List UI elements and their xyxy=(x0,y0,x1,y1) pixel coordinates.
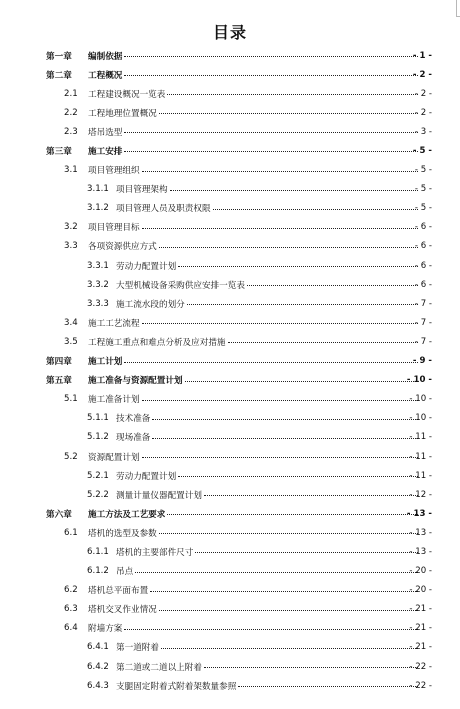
toc-entry-number: 3.3.1 xyxy=(87,260,109,271)
toc-entry-number: 第四章 xyxy=(46,357,72,368)
toc-entry-number: 2.2 xyxy=(64,107,78,118)
toc-entry-number: 3.1 xyxy=(64,165,78,176)
toc-entry-page: - 11 - xyxy=(409,451,432,462)
toc-entry[interactable] xyxy=(0,256,460,275)
toc-entry-text: 现场准备 xyxy=(116,433,151,444)
toc-entry-page: - 22 - xyxy=(409,661,432,672)
toc-leader-dots xyxy=(150,591,418,592)
toc-entry-text: 第一道附着 xyxy=(116,643,159,654)
toc-entry-number: 6.2 xyxy=(64,585,78,596)
toc-entry[interactable] xyxy=(0,409,460,428)
toc-entry-text: 各项资源供应方式 xyxy=(88,242,157,253)
toc-leader-dots xyxy=(238,686,418,687)
toc-entry[interactable] xyxy=(0,313,460,332)
toc-entry-page: - 10 - xyxy=(409,394,432,405)
toc-entry-number: 第五章 xyxy=(46,376,72,387)
toc-entry-text: 测量计量仪器配置计划 xyxy=(116,490,202,501)
toc-entry-page: - 10 - xyxy=(409,413,432,424)
toc-entry-number: 3.1.1 xyxy=(87,184,109,195)
toc-entry-number: 第一章 xyxy=(46,51,72,62)
toc-entry-number: 3.3 xyxy=(64,241,78,252)
toc-leader-dots xyxy=(142,323,418,324)
toc-entry-page: - 5 - xyxy=(412,146,432,157)
toc-entry[interactable] xyxy=(0,638,460,657)
toc-leader-dots xyxy=(124,629,418,630)
toc-entry-number: 5.2.1 xyxy=(87,470,109,481)
toc-entry-text: 项目管理目标 xyxy=(88,223,140,234)
toc-entry[interactable] xyxy=(0,141,460,160)
toc-entry-number: 3.5 xyxy=(64,336,78,347)
toc-entry-text: 附墙方案 xyxy=(88,624,123,635)
toc-leader-dots xyxy=(167,514,418,515)
toc-entry-text: 编制依据 xyxy=(88,51,123,62)
toc-entry-page: - 7 - xyxy=(414,336,432,347)
toc-entry[interactable] xyxy=(0,122,460,141)
toc-entry-page: - 5 - xyxy=(414,165,432,176)
toc-entry-page: - 3 - xyxy=(414,126,432,137)
toc-entry[interactable] xyxy=(0,562,460,581)
toc-entry-number: 5.1 xyxy=(64,394,78,405)
toc-entry-number: 2.3 xyxy=(64,126,78,137)
toc-leader-dots xyxy=(159,610,418,611)
toc-entry-page: - 10 - xyxy=(406,375,432,386)
toc-entry-number: 5.2 xyxy=(64,451,78,462)
toc-leader-dots xyxy=(159,247,418,248)
toc-leader-dots xyxy=(178,266,418,267)
toc-entry-text: 第二道或二道以上附着 xyxy=(116,662,202,673)
toc-entry-page: - 21 - xyxy=(409,623,432,634)
toc-entry-page: - 11 - xyxy=(409,432,432,443)
toc-entry-text: 劳动力配置计划 xyxy=(116,471,177,482)
toc-entry[interactable] xyxy=(0,371,460,390)
toc-entry-number: 6.1.1 xyxy=(87,546,109,557)
toc-entry[interactable] xyxy=(0,103,460,122)
toc-entry-text: 塔吊选型 xyxy=(88,127,123,138)
toc-entry-text: 项目管理人员及职责权限 xyxy=(116,204,211,215)
toc-entry-number: 第六章 xyxy=(46,509,72,520)
toc-entry-page: - 13 - xyxy=(406,508,432,519)
toc-entry-text: 工程地理位置概况 xyxy=(88,108,157,119)
toc-entry-number: 3.2 xyxy=(64,222,78,233)
toc-entry-number: 6.1.2 xyxy=(87,566,109,577)
toc-entry[interactable] xyxy=(0,180,460,199)
toc-entry[interactable] xyxy=(0,332,460,351)
toc-entry-number: 3.3.2 xyxy=(87,279,109,290)
toc-entry-page: - 9 - xyxy=(412,356,432,367)
toc-entry-page: - 13 - xyxy=(409,527,432,538)
toc-entry-page: - 21 - xyxy=(409,604,432,615)
toc-leader-dots xyxy=(204,495,418,496)
toc-entry-page: - 6 - xyxy=(414,260,432,271)
toc-entry-page: - 5 - xyxy=(414,184,432,195)
toc-entry-number: 5.2.2 xyxy=(87,489,109,500)
toc-leader-dots xyxy=(142,457,418,458)
toc-entry[interactable] xyxy=(0,275,460,294)
toc-leader-dots xyxy=(152,438,418,439)
toc-entry[interactable] xyxy=(0,600,460,619)
toc-entry[interactable] xyxy=(0,46,460,65)
toc-entry-text: 塔机交叉作业情况 xyxy=(88,605,157,616)
toc-entry-page: - 20 - xyxy=(409,566,432,577)
toc-entry-text: 劳动力配置计划 xyxy=(116,261,177,272)
toc-entry[interactable] xyxy=(0,352,460,371)
toc-entry-number: 5.1.2 xyxy=(87,432,109,443)
toc-leader-dots xyxy=(124,151,418,152)
toc-leader-dots xyxy=(159,533,418,534)
toc-entry-page: - 1 - xyxy=(412,50,432,61)
toc-entry-number: 第三章 xyxy=(46,147,72,158)
toc-entry[interactable] xyxy=(0,65,460,84)
toc-entry-page: - 12 - xyxy=(409,489,432,500)
toc-entry-page: - 7 - xyxy=(414,317,432,328)
toc-entry[interactable] xyxy=(0,504,460,523)
toc-entry-text: 施工准备与资源配置计划 xyxy=(88,376,183,387)
toc-entry[interactable] xyxy=(0,466,460,485)
toc-entry-number: 6.4 xyxy=(64,623,78,634)
toc-leader-dots xyxy=(195,552,418,553)
toc-entry-number: 6.4.1 xyxy=(87,642,109,653)
toc-entry-page: - 2 - xyxy=(412,69,432,80)
toc-entry-page: - 2 - xyxy=(414,88,432,99)
toc-entry-page: - 6 - xyxy=(414,222,432,233)
toc-entry-number: 2.1 xyxy=(64,88,78,99)
toc-entry[interactable] xyxy=(0,523,460,542)
toc-leader-dots xyxy=(159,113,418,114)
toc-entry-page: - 11 - xyxy=(409,470,432,481)
toc-entry[interactable] xyxy=(0,390,460,409)
toc-leader-dots xyxy=(135,572,418,573)
toc-entry-page: - 22 - xyxy=(409,680,432,691)
toc-entry-text: 施工方法及工艺要求 xyxy=(88,509,166,520)
toc-leader-dots xyxy=(167,94,418,95)
toc-entry-page: - 21 - xyxy=(409,642,432,653)
toc-entry[interactable] xyxy=(0,428,460,447)
toc-leader-dots xyxy=(161,648,418,649)
toc-entry-number: 3.3.3 xyxy=(87,298,109,309)
toc-entry[interactable] xyxy=(0,542,460,561)
toc-title: 目录 xyxy=(212,23,247,42)
toc-entry-number: 6.3 xyxy=(64,604,78,615)
toc-leader-dots xyxy=(142,400,418,401)
toc-entry-page: - 2 - xyxy=(414,107,432,118)
toc-entry-number: 6.1 xyxy=(64,527,78,538)
toc-entry[interactable] xyxy=(0,485,460,504)
toc-entry-number: 6.4.3 xyxy=(87,680,109,691)
toc-leader-dots xyxy=(247,285,418,286)
toc-leader-dots xyxy=(124,75,418,76)
toc-leader-dots xyxy=(213,209,418,210)
toc-entry-number: 第二章 xyxy=(46,70,72,81)
toc-leader-dots xyxy=(124,132,418,133)
toc-entry-page: - 5 - xyxy=(414,203,432,214)
toc-entry[interactable] xyxy=(0,657,460,676)
toc-entry-text: 工程概况 xyxy=(88,70,123,81)
toc-leader-dots xyxy=(124,362,418,363)
toc-entry-page: - 6 - xyxy=(414,279,432,290)
toc-entry-number: 6.4.2 xyxy=(87,661,109,672)
toc-leader-dots xyxy=(152,419,418,420)
toc-entry-text: 资源配置计划 xyxy=(88,452,140,463)
toc-entry-text: 施工计划 xyxy=(88,357,123,368)
toc-leader-dots xyxy=(170,190,418,191)
toc-entry-number: 3.1.2 xyxy=(87,203,109,214)
toc-leader-dots xyxy=(178,476,418,477)
toc-entry[interactable] xyxy=(0,199,460,218)
toc-entry-text: 项目管理组织 xyxy=(88,166,140,177)
toc-leader-dots xyxy=(142,171,418,172)
toc-entry-text: 支腿固定附着式附着架数量参照 xyxy=(116,681,237,692)
toc-entry-text: 施工安排 xyxy=(88,147,123,158)
toc-entry[interactable] xyxy=(0,84,460,103)
toc-entry-text: 施工准备计划 xyxy=(88,395,140,406)
toc-entry[interactable] xyxy=(0,581,460,600)
toc-entry-number: 3.4 xyxy=(64,317,78,328)
toc-entry-page: - 6 - xyxy=(414,241,432,252)
toc-leader-dots xyxy=(124,56,418,57)
toc-entry[interactable] xyxy=(0,294,460,313)
toc-entry-page: - 20 - xyxy=(409,585,432,596)
toc-entry-text: 大型机械设备采购供应安排一览表 xyxy=(116,280,245,291)
toc-entry-text: 塔机的选型及参数 xyxy=(88,528,157,539)
toc-leader-dots xyxy=(185,381,418,382)
toc-entry[interactable] xyxy=(0,619,460,638)
toc-entry-text: 施工流水段的划分 xyxy=(116,299,185,310)
toc-entry-text: 塔机的主要部件尺寸 xyxy=(116,547,194,558)
toc-entry-page: - 7 - xyxy=(414,298,432,309)
toc-entry-text: 技术准备 xyxy=(116,414,151,425)
toc-leader-dots xyxy=(187,304,418,305)
toc-entry-text: 施工工艺流程 xyxy=(88,318,140,329)
toc-entry[interactable] xyxy=(0,676,460,695)
toc-entry[interactable] xyxy=(0,237,460,256)
toc-entry-text: 吊点 xyxy=(116,567,134,578)
toc-entry-text: 项目管理架构 xyxy=(116,185,168,196)
toc-leader-dots xyxy=(204,667,418,668)
toc-leader-dots xyxy=(228,342,418,343)
toc-entry[interactable] xyxy=(0,218,460,237)
toc-entry-text: 工程建设概况一览表 xyxy=(88,89,166,100)
toc-list xyxy=(0,46,460,695)
page-corner-mark xyxy=(456,0,460,17)
toc-entry-text: 工程施工重点和难点分析及应对措施 xyxy=(88,337,226,348)
toc-entry-text: 塔机总平面布置 xyxy=(88,586,149,597)
toc-entry-page: - 13 - xyxy=(409,546,432,557)
toc-entry-number: 5.1.1 xyxy=(87,413,109,424)
toc-entry[interactable] xyxy=(0,447,460,466)
toc-entry[interactable] xyxy=(0,161,460,180)
toc-leader-dots xyxy=(142,228,418,229)
